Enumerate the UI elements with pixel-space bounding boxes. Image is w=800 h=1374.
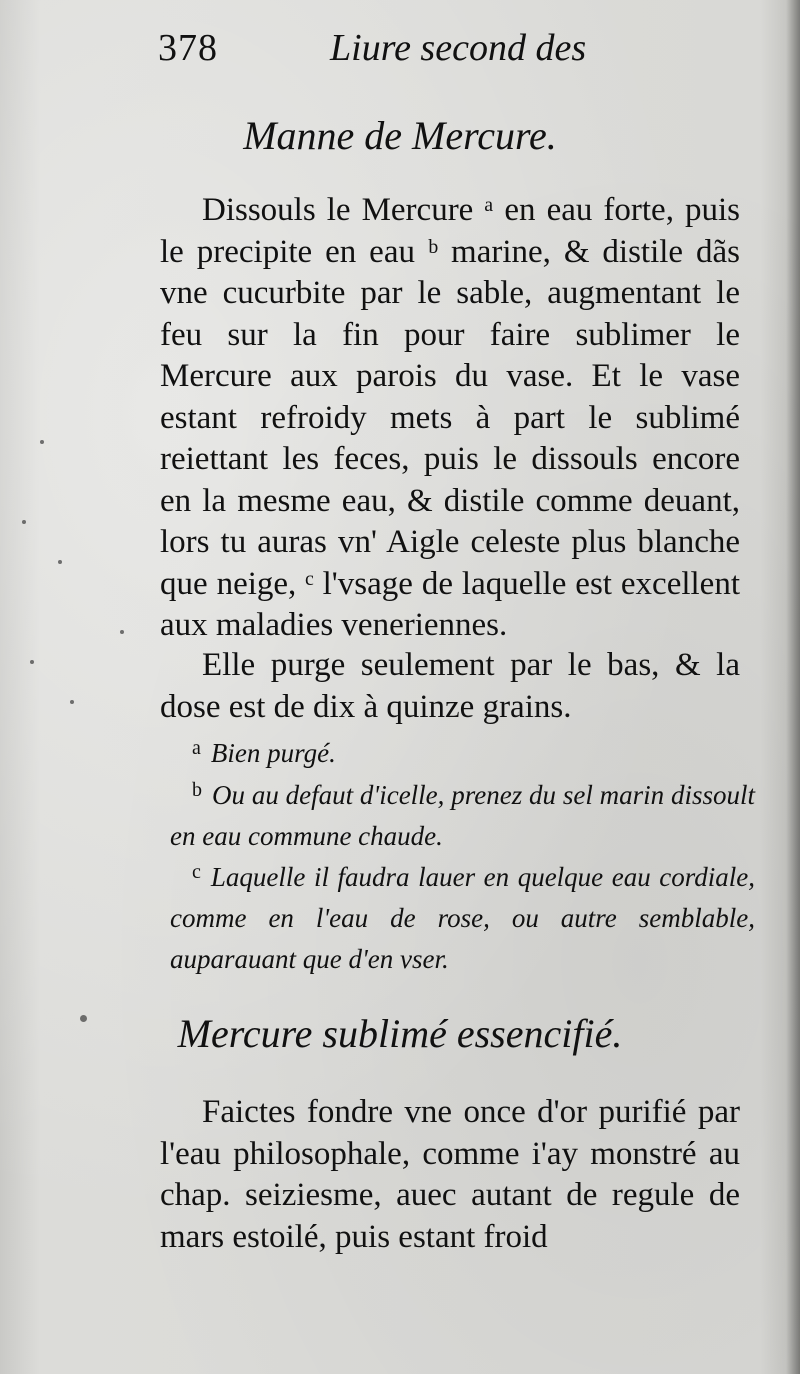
paragraph-manne-method (160, 190, 740, 647)
ink-speck (40, 440, 44, 444)
paragraph-mercure-sublime (160, 1092, 740, 1258)
ink-speck (120, 630, 124, 634)
marginal-note-a (170, 728, 755, 774)
note-text: Bien purgé. (210, 738, 336, 768)
marginal-note-b (170, 770, 755, 857)
paragraph-text: Faictes fondre vne once d'or purifié par l'eau philosophale, comme i'ay monstré au chap. seiziesme, auec autant de regule de mars estoilé, puis estant froid (160, 1094, 740, 1255)
paragraph-text: Dissouls le Mercure ᵃ en eau forte, puis le precipite en eau ᵇ marine, & distile dãs vne cucurbite par le sable, augmentant le feu sur la fin pour faire sublimer le Mercure aux parois du vase. Et le vase estant refroidy mets à part le sublimé reiettant les feces, puis le dissouls encore en la mesme eau, & distile comme deuant, lors tu auras vn' Aigle celeste plus blanche que neige, ᶜ l'vsage de laquelle est excellent aux maladies veneriennes. (160, 192, 740, 643)
note-marker: c (192, 861, 201, 883)
ink-speck (22, 520, 26, 524)
page-header (150, 22, 670, 72)
note-marker: a (192, 737, 201, 759)
section-title-manne: Manne de Mercure. (243, 113, 557, 158)
note-text: Laquelle il faudra lauer en quelque eau cordiale, comme en l'eau de rose, ou autre semblable, auparauant que d'en vser. (170, 862, 755, 974)
ink-speck (58, 560, 62, 564)
note-text: Ou au defaut d'icelle, prenez du sel marin dissoult en eau commune chaude. (170, 780, 755, 851)
ink-speck (30, 660, 34, 664)
page-edge-shadow (786, 0, 800, 1374)
marginal-note-c (170, 852, 755, 980)
running-title: Liure second des (330, 27, 587, 69)
paragraph-manne-dose (160, 645, 740, 728)
note-marker: b (192, 779, 202, 801)
paragraph-text: Elle purge seulement par le bas, & la dose est de dix à quinze grains. (160, 647, 740, 725)
page-number: 378 (158, 27, 218, 69)
section-title-mercure-sublime: Mercure sublimé essencifié. (177, 1011, 623, 1056)
ink-speck (70, 700, 74, 704)
